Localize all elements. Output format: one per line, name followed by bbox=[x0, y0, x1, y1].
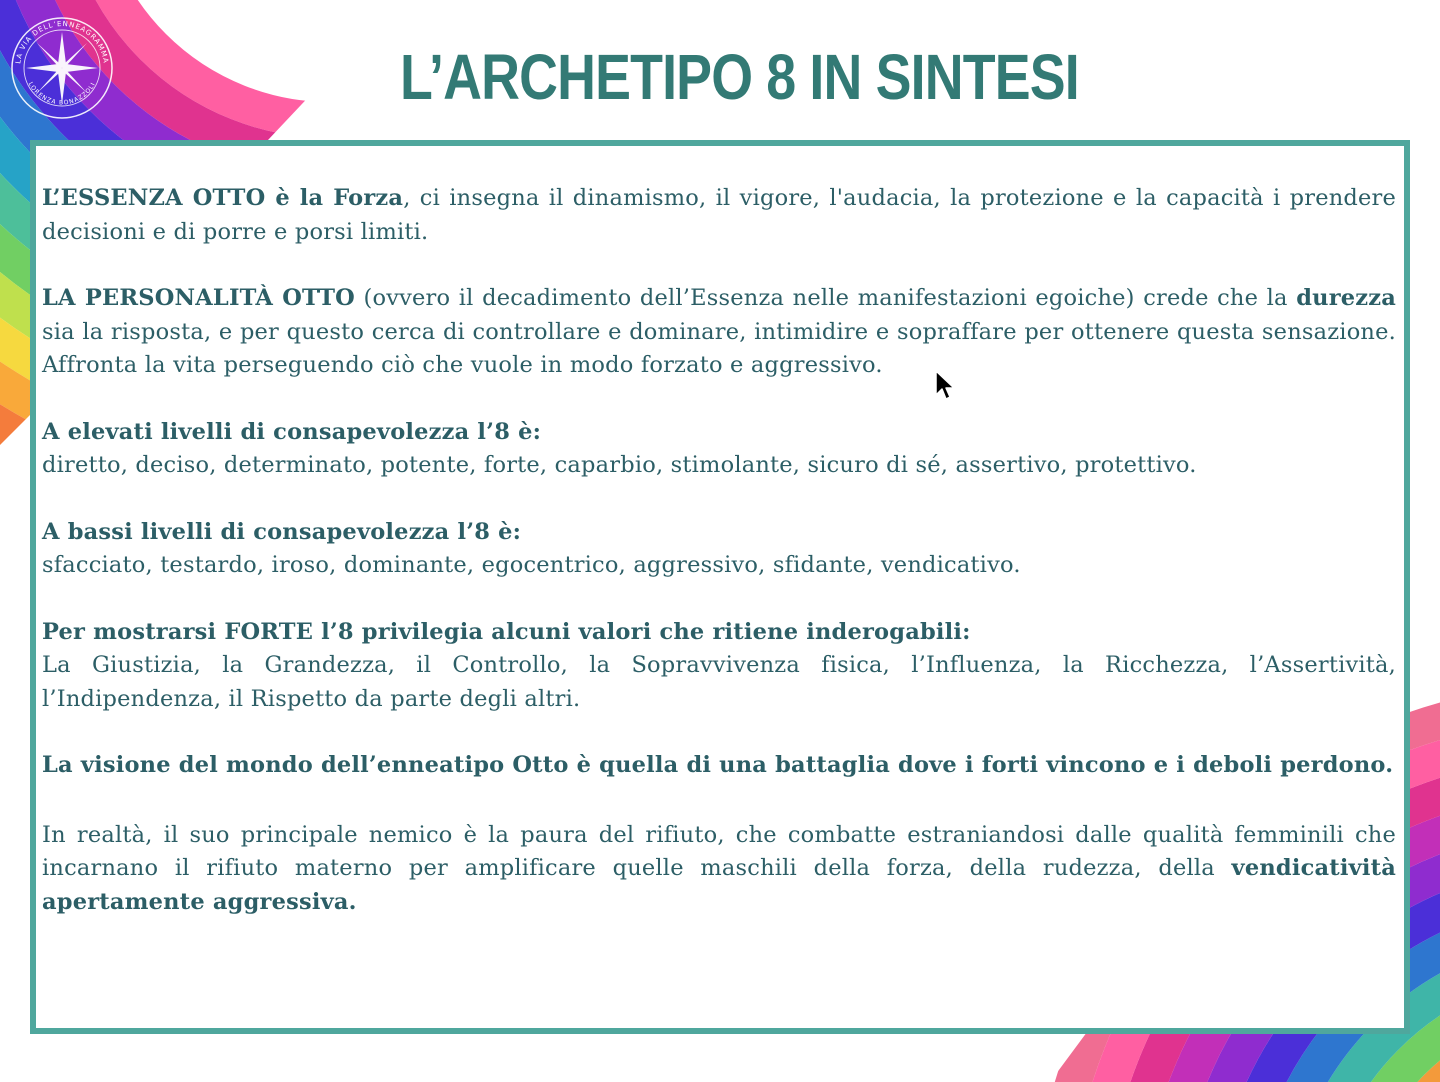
logo bbox=[8, 14, 116, 122]
paragraph-bassi bbox=[42, 516, 1396, 583]
essenza-text: , ci insegna il dinamismo, il vigore, l'audacia, la protezione e la capacità i prendere decisioni e di porre e porsi limiti. bbox=[42, 185, 1396, 245]
svg-text:LA VIA DELL’ENNEAGRAMMA: LA VIA DELL’ENNEAGRAMMA bbox=[14, 19, 110, 65]
elevati-text: diretto, deciso, determinato, potente, forte, caparbio, stimolante, sicuro di sé, assertivo, protettivo. bbox=[42, 452, 1197, 478]
paragraph-visione bbox=[42, 749, 1396, 783]
mouse-pointer-icon bbox=[935, 370, 955, 402]
valori-text: La Giustizia, la Grandezza, il Controllo, la Sopravvivenza fisica, l’Influenza, la Ricchezza, l’Assertività, l’Indipendenza, il Rispetto da parte degli altri. bbox=[42, 652, 1396, 712]
content-frame bbox=[30, 140, 1410, 1034]
bassi-text: sfacciato, testardo, iroso, dominante, egocentrico, aggressivo, sfidante, vendicativo. bbox=[42, 552, 1021, 578]
paragraph-elevati bbox=[42, 416, 1396, 483]
svg-text:LORENZA BONAZZOLI: LORENZA BONAZZOLI bbox=[26, 81, 98, 107]
personalita-bold: LA PERSONALITÀ OTTO bbox=[42, 285, 355, 311]
realta-text: In realtà, il suo principale nemico è la paura del rifiuto, che combatte estraniandosi dalle qualità femminili che incarnano il rifiuto materno per amplificare quelle maschili della forza, della rudezza, della bbox=[42, 821, 1396, 881]
visione-bold: La visione del mondo dell’enneatipo Otto è quella di una battaglia dove i forti vincono e i deboli perdono. bbox=[42, 752, 1394, 778]
paragraph-personalita bbox=[42, 282, 1396, 383]
elevati-heading: A elevati livelli di consapevolezza l’8 è: bbox=[42, 418, 542, 445]
durezza-bold: durezza bbox=[1296, 285, 1396, 311]
paragraph-realta bbox=[42, 819, 1396, 920]
personalita-text-1: (ovvero il decadimento dell’Essenza nelle manifestazioni egoiche) crede che la bbox=[354, 285, 1297, 311]
paragraph-essenza bbox=[42, 182, 1396, 249]
content-text bbox=[42, 182, 1396, 952]
page-title: L’ARCHETIPO 8 IN SINTESI bbox=[400, 41, 1079, 113]
essenza-bold: L’ESSENZA OTTO è la Forza bbox=[42, 185, 404, 211]
realta-bold: vendicatività apertamente aggressiva. bbox=[42, 855, 1396, 915]
paragraph-valori bbox=[42, 616, 1396, 717]
valori-heading: Per mostrarsi FORTE l’8 privilegia alcuni valori che ritiene inderogabili: bbox=[42, 618, 971, 645]
bassi-heading: A bassi livelli di consapevolezza l’8 è: bbox=[42, 518, 522, 545]
personalita-text-2: sia la risposta, e per questo cerca di controllare e dominare, intimidire e sopraffare per ottenere questa sensazione. Affronta la vita perseguendo ciò che vuole in modo forzato e aggressivo. bbox=[42, 318, 1396, 378]
